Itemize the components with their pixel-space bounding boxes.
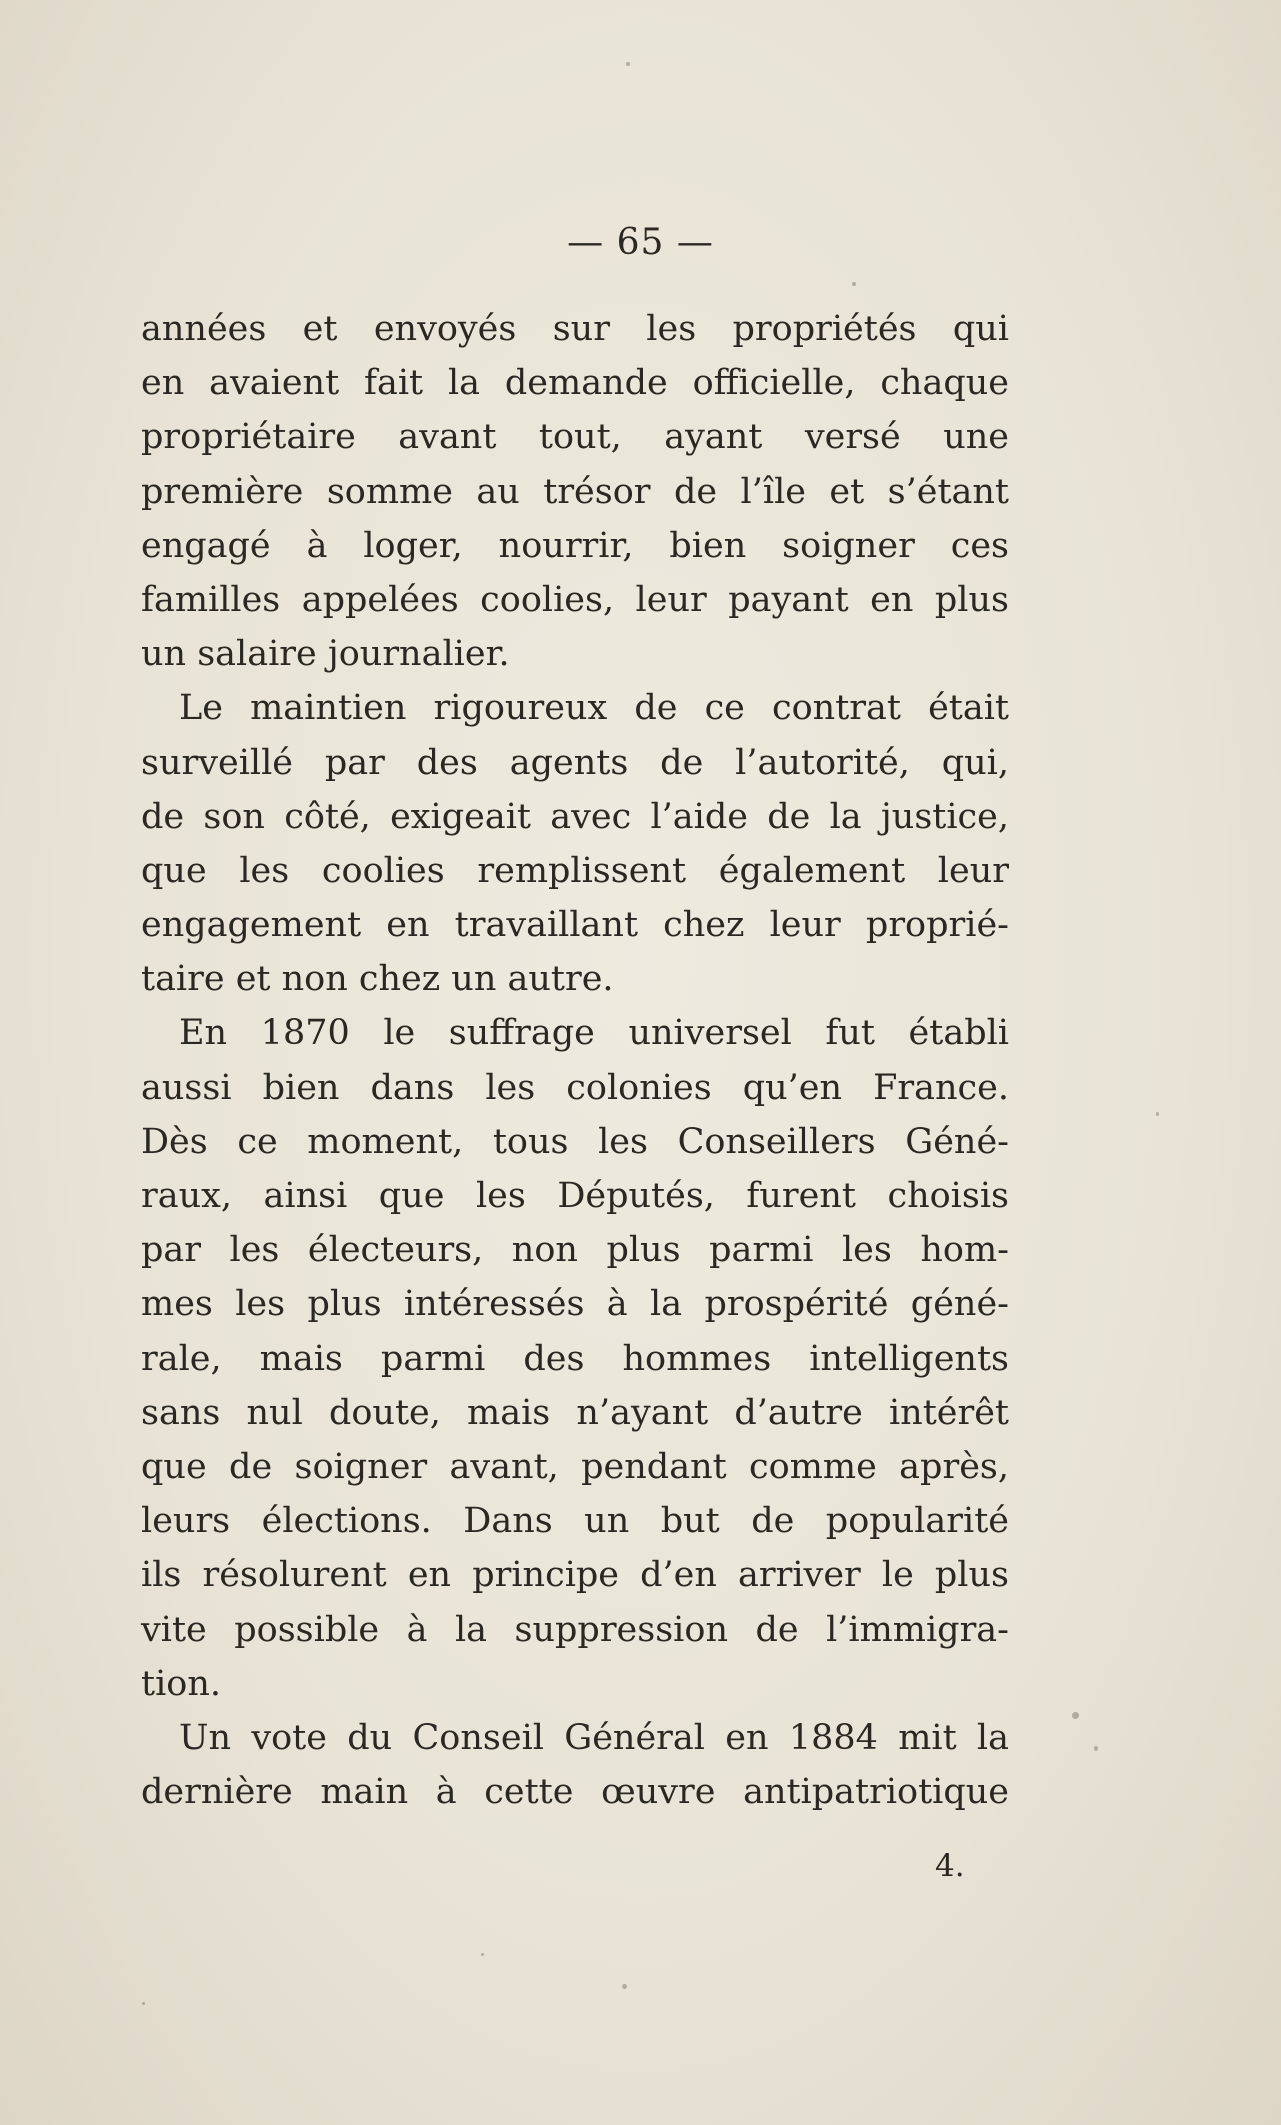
text-line: années et envoyés sur les propriétés qui (141, 309, 1009, 349)
text-line: En 1870 le suffrage universel fut établi (179, 1013, 1009, 1054)
text-line: Dès ce moment, tous les Conseillers Géné- (141, 1121, 1009, 1162)
text-line: propriétaire avant tout, ayant versé une (141, 417, 1009, 458)
text-line: première somme au trésor de l’île et s’étant (141, 471, 1009, 512)
text-line: Un vote du Conseil Général en 1884 mit la (179, 1717, 1009, 1758)
text-line: que de soigner avant, pendant comme après, (141, 1446, 1009, 1487)
text-line: surveillé par des agents de l’autorité, qui, (141, 742, 1009, 783)
paper-speck (626, 62, 630, 66)
text-line: par les électeurs, non plus parmi les hom- (141, 1230, 1009, 1271)
paper-speck (1072, 1712, 1079, 1719)
paper-speck (1094, 1746, 1098, 1751)
text-line: taire et non chez un autre. (141, 959, 614, 1000)
text-line: un salaire journalier. (141, 634, 510, 675)
paper-speck (481, 1953, 484, 1956)
text-line: engagement en travaillant chez leur proprié- (141, 905, 1009, 946)
text-line: familles appelées coolies, leur payant en plus (141, 579, 1009, 620)
text-line: engagé à loger, nourrir, bien soigner ces (141, 525, 1009, 566)
text-line: Le maintien rigoureux de ce contrat était (179, 688, 1009, 729)
text-line: rale, mais parmi des hommes intelligents (141, 1338, 1009, 1379)
text-line: raux, ainsi que les Députés, furent choisis (141, 1176, 1009, 1216)
text-line: dernière main à cette œuvre antipatriotique (141, 1772, 1009, 1813)
text-line: en avaient fait la demande officielle, chaque (141, 363, 1009, 404)
paragraph (141, 1006, 1009, 1710)
paper-speck (1156, 1112, 1159, 1116)
text-line: sans nul doute, mais n’ayant d’autre intérêt (141, 1392, 1009, 1433)
paragraph (141, 1711, 1009, 1819)
text-line: vite possible à la suppression de l’immigra- (141, 1609, 1009, 1650)
paragraph (141, 681, 1009, 1006)
page-number: — 65 — (567, 222, 714, 263)
text-line: de son côté, exigeait avec l’aide de la justice, (141, 796, 1009, 837)
paper-speck (622, 1984, 627, 1989)
signature-mark: 4. (935, 1848, 965, 1884)
text-line: leurs élections. Dans un but de popularité (141, 1501, 1009, 1542)
paragraph (141, 302, 1009, 681)
text-line: que les coolies remplissent également leur (141, 850, 1009, 891)
text-line: tion. (141, 1663, 221, 1704)
text-line: aussi bien dans les colonies qu’en France. (141, 1067, 1009, 1108)
paper-speck (142, 2002, 145, 2005)
body-text (141, 302, 1009, 1819)
text-line: mes les plus intéressés à la prospérité géné- (141, 1284, 1009, 1325)
text-line: ils résolurent en principe d’en arriver le plus (141, 1555, 1009, 1596)
paper-speck (852, 282, 856, 286)
